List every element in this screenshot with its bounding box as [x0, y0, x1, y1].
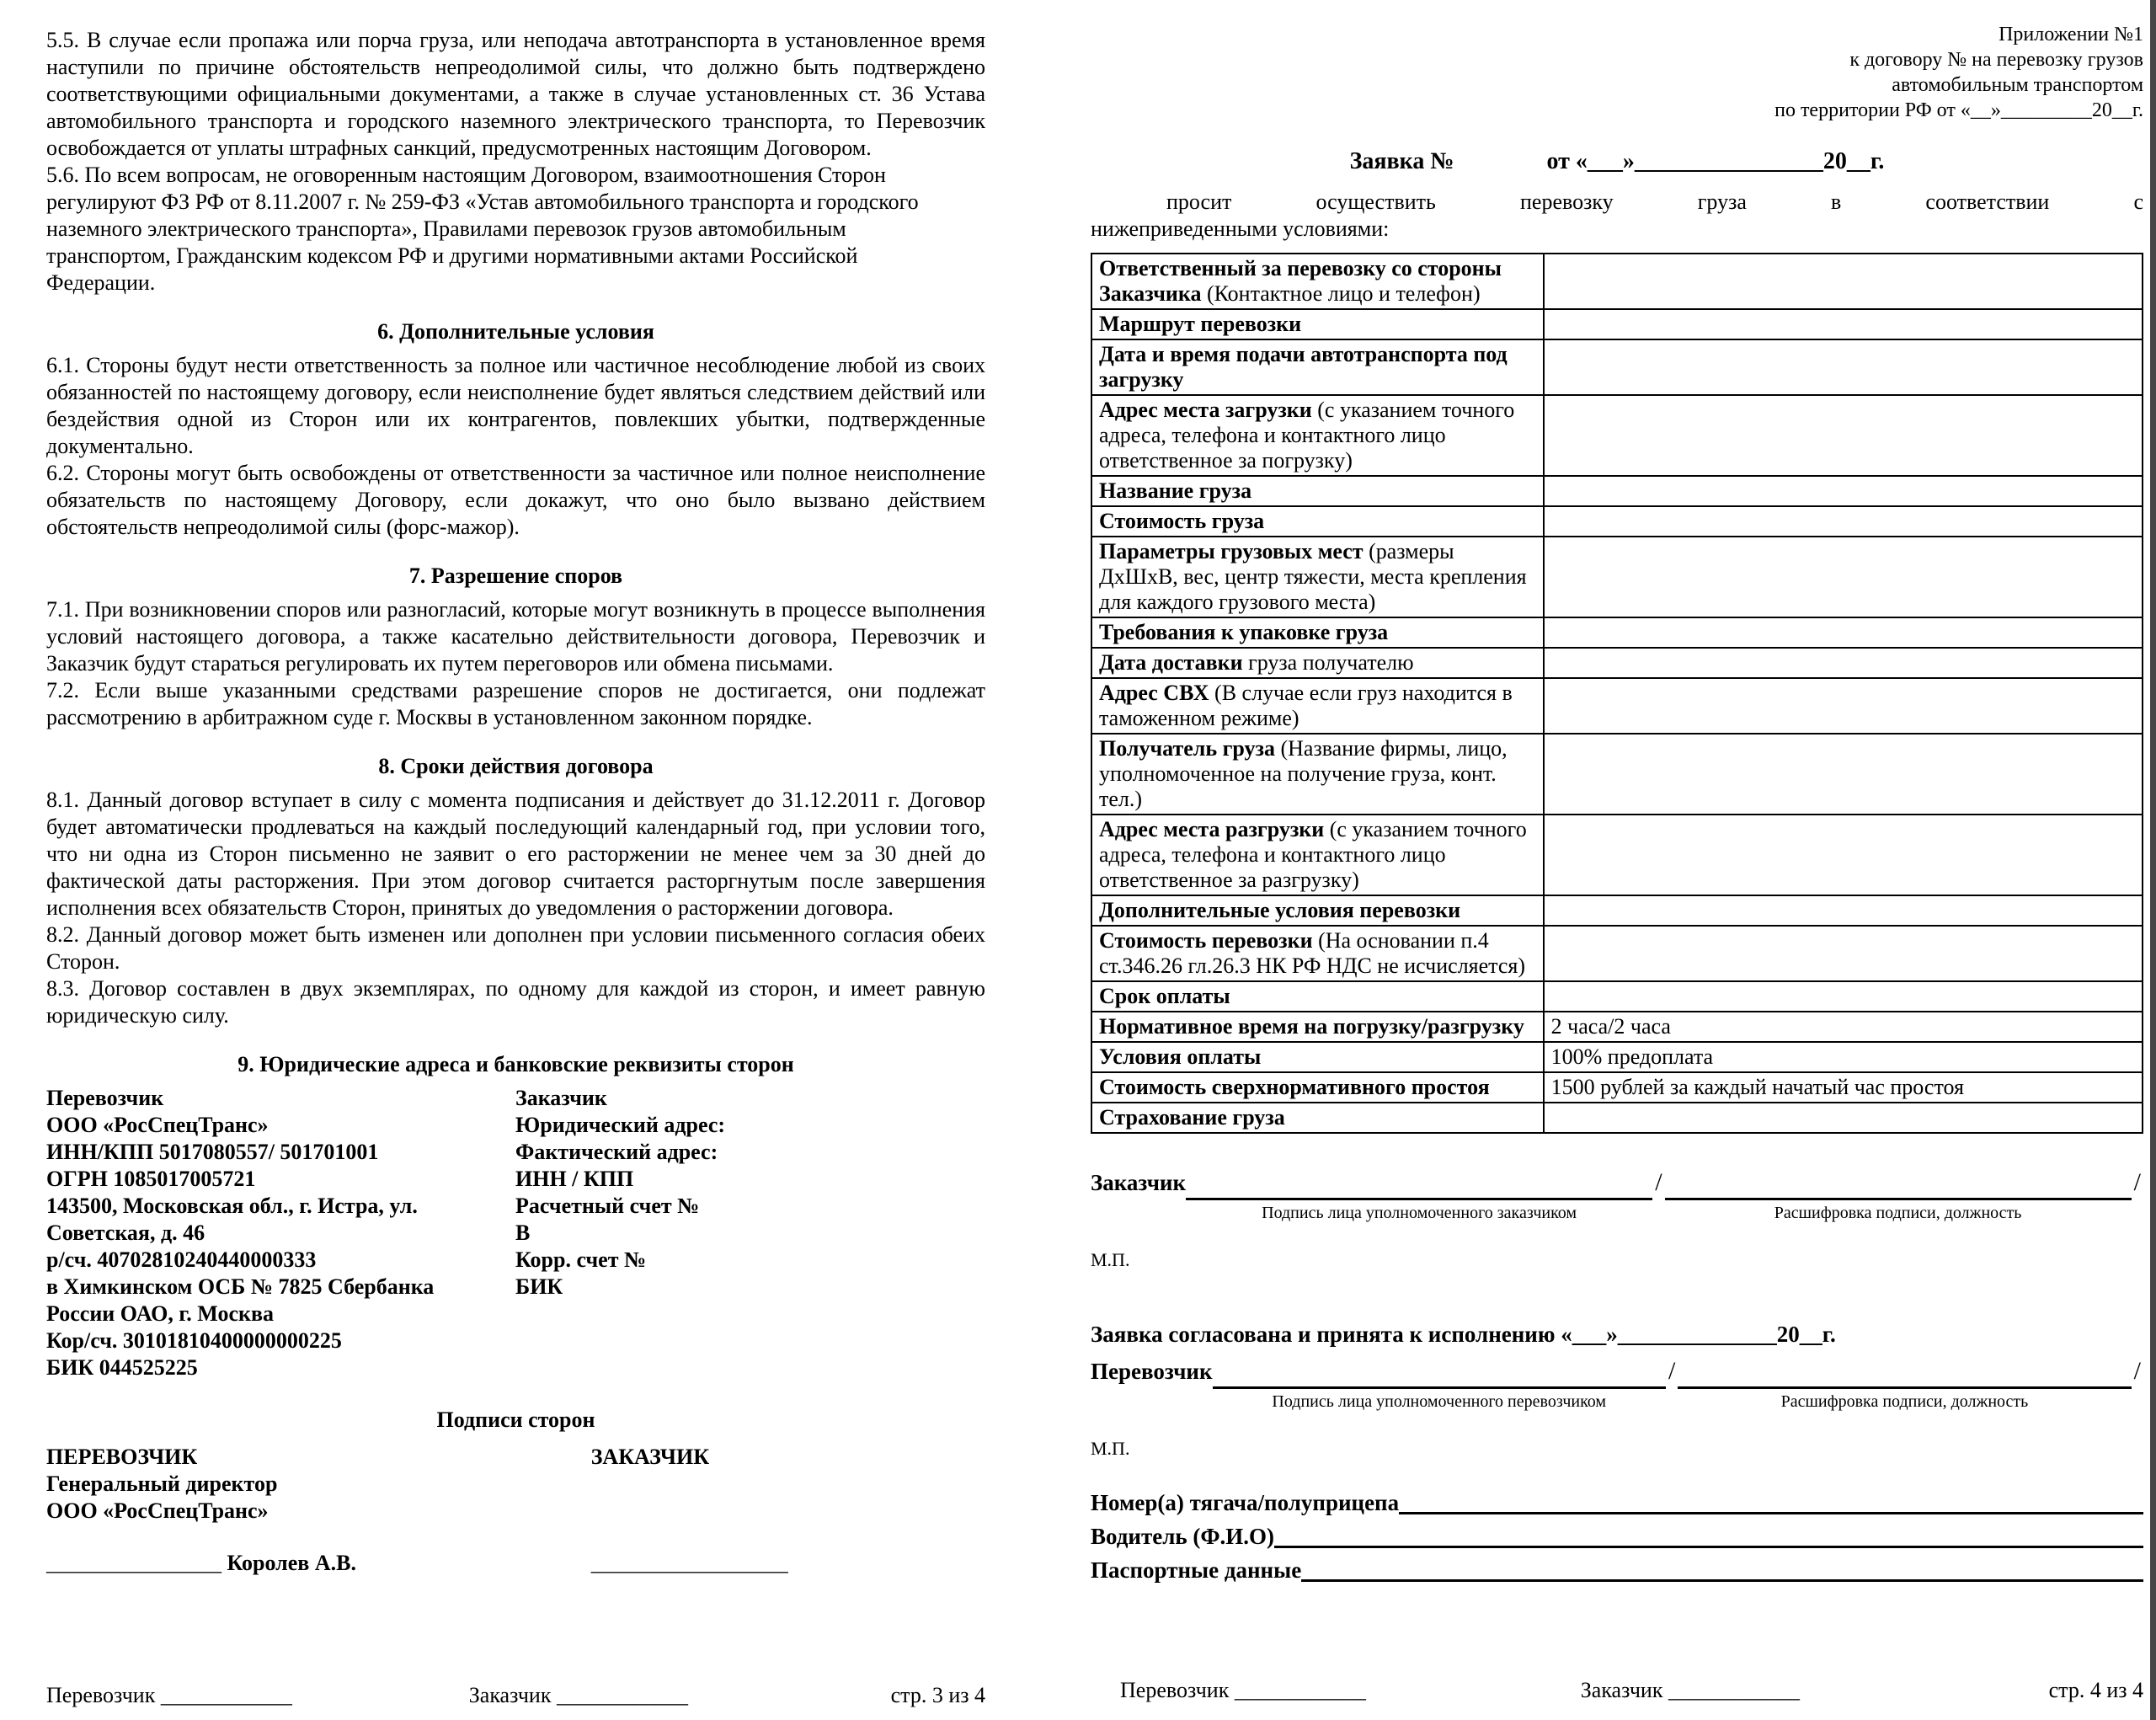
request-title-label: Заявка № [1349, 148, 1454, 174]
customer-actual-address: Фактический адрес: [515, 1140, 718, 1164]
requisites-customer [515, 1085, 985, 1381]
section-7-heading: 7. Разрешение споров [408, 564, 623, 588]
carrier-bank: в Химкинском ОСБ № 7825 Сбербанка России ОАО, г. Москва [46, 1274, 435, 1326]
truck-number-label: Номер(а) тягача/полуприцепа [1091, 1490, 1400, 1515]
table-row [1091, 734, 2143, 815]
signature-rule [1186, 1166, 1652, 1200]
signature-rule [1678, 1354, 2131, 1389]
footer-carrier-label: Перевозчик [46, 1683, 156, 1707]
annex-header [1091, 22, 2143, 123]
row-label: Дата доставки [1099, 650, 1243, 675]
fill-rule [1274, 1546, 2143, 1548]
request-table [1091, 253, 2143, 1134]
clause-8-1: 8.1. Данный договор вступает в силу с момента подписания и действует до 31.12.2011 г. Договор будет автоматически продлеваться на каждый последующий календарный год, при условии того, что ни одна из Сторон письменно не заявит о его расторжении не менее чем за 30 дней до фактической даты расторжения. При этом договор считается расторгнутым после завершения исполнения всех обязательств Сторон, принятых до уведомления о расторжении договора. [46, 788, 985, 920]
carrier-ogrn: ОГРН 1085017005721 [46, 1167, 256, 1191]
footer-carrier [1120, 1677, 1581, 1704]
carrier-party-title: ПЕРЕВОЗЧИК [46, 1445, 198, 1469]
customer-signature-row [1091, 1166, 2143, 1223]
row-value [1544, 309, 2143, 339]
row-label-note: (Контактное лицо и телефон) [1201, 281, 1481, 306]
customer-party-block [591, 1444, 985, 1525]
row-value [1544, 678, 2143, 734]
signature-caption: Расшифровка подписи, должность [1780, 1392, 2029, 1411]
stamp-placeholder: М.П. [1091, 1438, 1130, 1459]
row-label: Стоимость сверхнормативного простоя [1099, 1075, 1490, 1099]
clause-8-2: 8.2. Данный договор может быть изменен или дополнен при условии письменного согласия обеих Сторон. [46, 922, 985, 974]
footer-customer-label: Заказчик [1580, 1678, 1663, 1702]
passport-label: Паспортные данные [1091, 1557, 1302, 1583]
stamp-placeholder: М.П. [1091, 1249, 1130, 1270]
table-row [1091, 537, 2143, 617]
row-label: Адрес места загрузки [1099, 398, 1312, 422]
row-label: Параметры грузовых мест [1099, 539, 1364, 564]
table-row [1091, 648, 2143, 678]
table-row [1091, 926, 2143, 981]
table-row [1091, 506, 2143, 537]
passport-line [1091, 1553, 2143, 1587]
table-row [1091, 678, 2143, 734]
slash-separator: / [2133, 1168, 2141, 1196]
request-intro-line-1: просит осуществить перевозку груза в соответствии с [1166, 190, 2143, 214]
customer-inn-kpp: ИНН / КПП [515, 1167, 634, 1191]
slash-separator: / [2133, 1357, 2142, 1385]
annex-line-1: Приложении №1 [1999, 24, 2143, 45]
signature-lines-row [46, 1550, 985, 1577]
carrier-corr-account: Кор/сч. 30101810400000000225 [46, 1328, 342, 1353]
row-label-note: (В случае если груз находится в таможенном режиме) [1099, 681, 1513, 730]
customer-signature-rule: __________________ [590, 1551, 788, 1575]
clause-7-1: 7.1. При возникновении споров или разногласий, которые могут возникнуть в процессе выполнения условий настоящего договора, а также касательно действительности договора, Перевозчик и Заказчик будут стараться регулировать их путем переговоров или обмена письмами. [46, 597, 985, 676]
table-row [1091, 1012, 2143, 1042]
driver-name-line [1091, 1520, 2143, 1553]
carrier-address: 143500, Московская обл., г. Истра, ул. Советская, д. 46 [46, 1194, 418, 1245]
table-row [1091, 895, 2143, 926]
footer-customer [469, 1682, 891, 1709]
row-label: Требования к упаковке груза [1099, 620, 1389, 644]
table-row [1091, 254, 2143, 309]
page-3 [46, 0, 985, 1720]
clause-7-2: 7.2. Если выше указанными средствами разрешение споров не достигается, они подлежат рассмотрению в арбитражном суде г. Москвы в установленном законном порядке. [46, 678, 985, 729]
row-label: Ответственный за перевозку со стороны Заказчика [1099, 256, 1502, 306]
driver-info-block [1091, 1486, 2143, 1587]
row-value [1544, 537, 2143, 617]
customer-legal-address: Юридический адрес: [515, 1113, 726, 1137]
annex-line-2: к договору № на перевозку грузов [1849, 49, 2143, 71]
table-row [1091, 1103, 2143, 1133]
footer-carrier [46, 1682, 469, 1709]
signature-caption: Подпись лица уполномоченного заказчиком [1262, 1204, 1577, 1222]
customer-signature-line [591, 1550, 985, 1577]
customer-sign-field [1186, 1166, 1652, 1223]
truck-number-line [1091, 1486, 2143, 1520]
requisites-carrier [46, 1085, 484, 1381]
page-number: стр. 4 из 4 [2048, 1678, 2143, 1702]
table-row [1091, 339, 2143, 395]
row-value [1544, 339, 2143, 395]
driver-name-label: Водитель (Ф.И.О) [1091, 1524, 1275, 1549]
footer-customer-label: Заказчик [468, 1683, 552, 1707]
row-label-note: (Название фирмы, лицо, уполномоченное на получение груза, конт. тел.) [1099, 736, 1508, 811]
carrier-company-name: ООО «РосСпецТранс» [46, 1498, 269, 1523]
row-label-note: (с указанием точного адреса, телефона и контактного лицо ответственное за разгрузку) [1099, 817, 1527, 892]
footer-customer-rule: ____________ [556, 1683, 688, 1707]
carrier-title: Перевозчик [46, 1086, 164, 1110]
customer-decipher-field [1665, 1166, 2132, 1223]
row-value [1544, 1103, 2143, 1133]
row-label: Получатель груза [1099, 736, 1275, 761]
table-row [1091, 981, 2143, 1012]
row-value [1544, 476, 2143, 506]
request-title [1091, 147, 2143, 177]
row-value [1544, 506, 2143, 537]
fill-rule [1399, 1512, 2143, 1514]
row-label: Адрес СВХ [1099, 681, 1209, 705]
carrier-signer-name: Королев А.В. [227, 1551, 356, 1575]
clause-8-3: 8.3. Договор составлен в двух экземплярах, по одному для каждой из сторон, и имеет равную юридическую силу. [46, 976, 985, 1028]
row-label-note: (размеры ДхШхВ, вес, центр тяжести, места крепления для каждого грузового места) [1099, 539, 1527, 614]
page-number: стр. 3 из 4 [890, 1683, 985, 1707]
requisites-columns [46, 1085, 985, 1381]
row-value [1544, 895, 2143, 926]
signature-caption: Расшифровка подписи, должность [1774, 1204, 2022, 1222]
scan-edge-artifact [2150, 0, 2156, 1720]
row-value [1544, 981, 2143, 1012]
carrier-company: ООО «РосСпецТранс» [46, 1113, 269, 1137]
row-label-note: груза получателю [1242, 650, 1414, 675]
table-row [1091, 309, 2143, 339]
clause-6-1: 6.1. Стороны будут нести ответственность за полное или частичное несоблюдение любой из своих обязанностей по настоящему договору, если неисполнение будет являться следствием действий или бездействия одной из Сторон или их контрагентов, повлекших убытки, подтвержденные документально. [46, 353, 985, 458]
row-value [1544, 395, 2143, 476]
table-row [1091, 617, 2143, 648]
table-row [1091, 1072, 2143, 1103]
customer-sign-label: Заказчик [1091, 1170, 1187, 1195]
table-row [1091, 1042, 2143, 1072]
row-value [1544, 734, 2143, 815]
customer-title: Заказчик [515, 1086, 607, 1110]
carrier-signature-row [1091, 1354, 2143, 1412]
carrier-signature-line [46, 1550, 591, 1577]
clause-5-6: 5.6. По всем вопросам, не оговоренным настоящим Договором, взаимоотношения Сторон регулируют ФЗ РФ от 8.11.2007 г. № 259-ФЗ «Устав автомобильного транспорта и городского наземного электрического транспорта», Правилами перевозок грузов автомобильным транспортом, Гражданским кодексом РФ и другими нормативными актами Российской Федерации. [46, 163, 919, 295]
row-label: Страхование груза [1099, 1105, 1285, 1130]
carrier-sign-field [1213, 1354, 1666, 1412]
table-row [1091, 476, 2143, 506]
signature-caption: Подпись лица уполномоченного перевозчиком [1272, 1392, 1607, 1411]
slash-separator: / [1655, 1168, 1662, 1196]
row-value: 100% предоплата [1544, 1042, 2143, 1072]
signature-parties [46, 1444, 985, 1525]
row-value: 2 часа/2 часа [1544, 1012, 2143, 1042]
page-3-footer [46, 1682, 985, 1709]
section-9-heading: 9. Юридические адреса и банковские реквизиты сторон [237, 1052, 794, 1076]
row-label-note: (с указанием точного адреса, телефона и контактного лицо ответственное за погрузку) [1099, 398, 1515, 473]
row-label: Название груза [1099, 478, 1252, 503]
carrier-account: р/сч. 40702810240440000333 [46, 1247, 317, 1272]
table-row [1091, 815, 2143, 895]
annex-line-3: автомобильным транспортом [1892, 74, 2143, 96]
request-intro-line-2: нижеприведенными условиями: [1091, 216, 1390, 241]
carrier-bik: БИК 044525225 [46, 1355, 198, 1380]
customer-party-title: ЗАКАЗЧИК [590, 1445, 710, 1469]
signatures-heading: Подписи сторон [436, 1408, 595, 1432]
carrier-director-position: Генеральный директор [46, 1472, 278, 1496]
footer-carrier-rule: ____________ [1234, 1678, 1366, 1702]
slash-separator: / [1668, 1357, 1676, 1385]
row-label: Стоимость груза [1099, 509, 1265, 533]
page-4-footer [1091, 1677, 2143, 1704]
clause-6-2: 6.2. Стороны могут быть освобождены от ответственности за частичное или полное неисполнение обязательств по настоящему Договору, если докажут, что оно было вызвано действием обстоятельств непреодолимой силы (форс-мажор). [46, 461, 985, 539]
signature-rule [1213, 1354, 1666, 1389]
carrier-party-block [46, 1444, 591, 1525]
approved-line: Заявка согласована и принята к исполнению «___»______________20__г. [1091, 1322, 1836, 1347]
carrier-inn-kpp: ИНН/КПП 5017080557/ 501701001 [46, 1140, 379, 1164]
row-value [1544, 926, 2143, 981]
section-8-heading: 8. Сроки действия договора [378, 754, 654, 778]
annex-line-4: по территории РФ от «__»_________20__г. [1774, 99, 2143, 121]
row-label-note: (На основании п.4 ст.346.26 гл.26.3 НК РФ НДС не исчисляется) [1099, 928, 1526, 978]
fill-rule [1301, 1579, 2143, 1582]
customer-corr-account: Корр. счет № [515, 1247, 647, 1272]
customer-bank: В [515, 1221, 531, 1245]
footer-carrier-rule: ____________ [160, 1683, 292, 1707]
customer-bik: БИК [515, 1274, 563, 1299]
table-row [1091, 395, 2143, 476]
row-value [1544, 648, 2143, 678]
clause-5-5: 5.5. В случае если пропажа или порча груза, или неподача автотранспорта в установленное время наступили по причине обстоятельств непреодолимой силы, что должно быть подтверждено соответствующими официальными документами, а также в случае установленных ст. 36 Устава автомобильного транспорта и городского наземного электрического транспорта, то Перевозчик освобождается от уплаты штрафных санкций, предусмотренных настоящим Договором. [46, 28, 985, 160]
carrier-sign-label: Перевозчик [1091, 1359, 1213, 1384]
row-label: Маршрут перевозки [1099, 312, 1302, 336]
signature-rule [1665, 1166, 2132, 1200]
section-6-heading: 6. Дополнительные условия [377, 319, 654, 344]
row-value [1544, 815, 2143, 895]
row-value: 1500 рублей за каждый начатый час простоя [1544, 1072, 2143, 1103]
footer-customer-rule: ____________ [1668, 1678, 1800, 1702]
row-label: Дополнительные условия перевозки [1099, 898, 1461, 922]
customer-account: Расчетный счет № [515, 1194, 700, 1218]
request-title-date: от «___»________________20__г. [1546, 148, 1885, 174]
row-label: Нормативное время на погрузку/разгрузку [1099, 1014, 1524, 1039]
row-value [1544, 617, 2143, 648]
row-label: Срок оплаты [1099, 984, 1230, 1008]
row-label: Стоимость перевозки [1099, 928, 1313, 953]
carrier-signature-rule: ________________ [46, 1551, 221, 1575]
page-4 [1091, 0, 2143, 1720]
row-value [1544, 254, 2143, 309]
row-label: Условия оплаты [1099, 1044, 1262, 1069]
footer-carrier-label: Перевозчик [1120, 1678, 1230, 1702]
row-label: Дата и время подачи автотранспорта под загрузку [1099, 342, 1508, 392]
carrier-decipher-field [1678, 1354, 2131, 1412]
row-label: Адрес места разгрузки [1099, 817, 1325, 841]
footer-customer [1581, 1677, 2049, 1704]
